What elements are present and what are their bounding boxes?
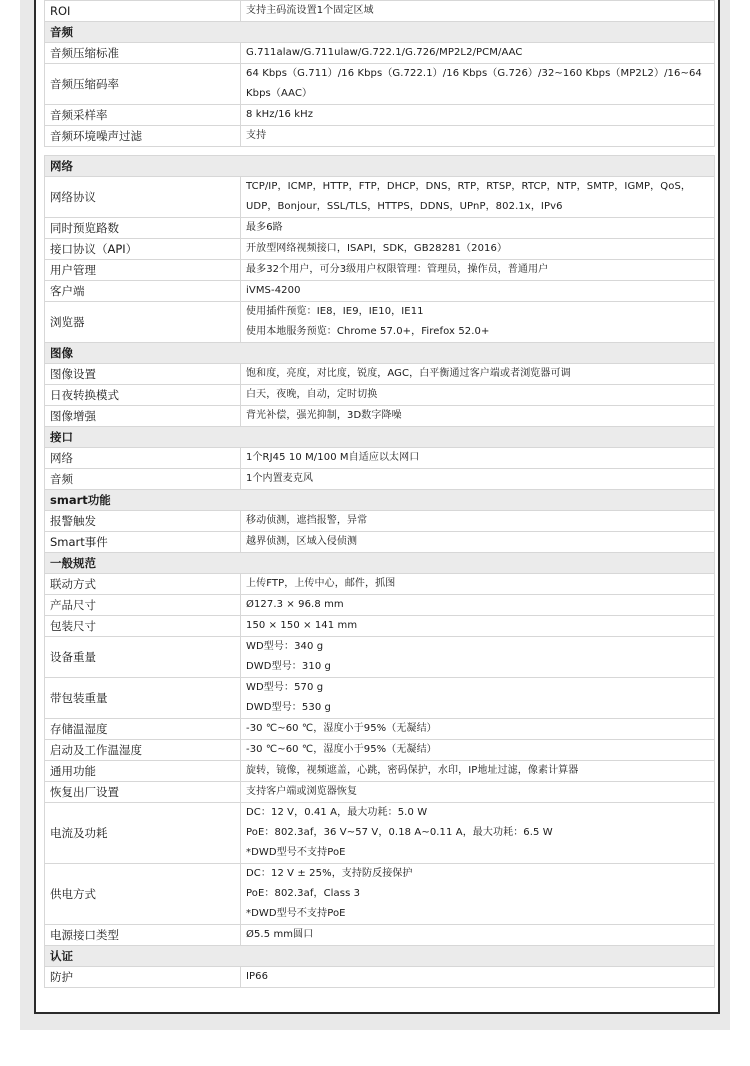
- spec-value-line: 8 kHz/16 kHz: [246, 109, 314, 120]
- spec-value-line: 使用插件预览：IE8，IE9，IE10，IE11: [246, 306, 424, 317]
- spec-label: 音频: [45, 469, 241, 490]
- section-gap: [45, 147, 715, 156]
- spec-value: [241, 364, 715, 385]
- spec-value-line: 1个内置麦克风: [246, 473, 314, 484]
- spec-value-line: *DWD型号不支持PoE: [246, 908, 346, 919]
- spec-value: [241, 281, 715, 302]
- spec-value: [241, 719, 715, 740]
- spec-label: 客户端: [45, 281, 241, 302]
- spec-label: Smart事件: [45, 532, 241, 553]
- spec-value-line: 最多6路: [246, 222, 283, 233]
- spec-row: [45, 43, 715, 64]
- spec-row: [45, 595, 715, 616]
- spec-row: [45, 532, 715, 553]
- spec-label: 电源接口类型: [45, 925, 241, 946]
- spec-value-line: 支持: [246, 130, 267, 141]
- section-title: 接口: [45, 427, 715, 448]
- spec-row: [45, 678, 715, 719]
- spec-value-line: DC：12 V，0.41 A，最大功耗：5.0 W: [246, 807, 428, 818]
- spec-label: 电流及功耗: [45, 803, 241, 864]
- spec-value: [241, 239, 715, 260]
- spec-value: [241, 864, 715, 925]
- spec-value: [241, 64, 715, 105]
- spec-value-line: 150 × 150 × 141 mm: [246, 620, 358, 631]
- spec-label: 恢复出厂设置: [45, 782, 241, 803]
- spec-label: 供电方式: [45, 864, 241, 925]
- spec-label: 包装尺寸: [45, 616, 241, 637]
- spec-row: [45, 1, 715, 22]
- spec-value: [241, 616, 715, 637]
- spec-row: [45, 126, 715, 147]
- spec-row: [45, 740, 715, 761]
- spec-row: [45, 448, 715, 469]
- spec-value-line: Ø127.3 × 96.8 mm: [246, 599, 344, 610]
- spec-value-line: UDP，Bonjour，SSL/TLS，HTTPS，DDNS，UPnP，802.1x，IPv6: [246, 201, 563, 212]
- spec-row: [45, 574, 715, 595]
- spec-label: 音频采样率: [45, 105, 241, 126]
- spec-row: [45, 511, 715, 532]
- spec-label: 音频压缩码率: [45, 64, 241, 105]
- spec-label: 音频压缩标准: [45, 43, 241, 64]
- spec-value-line: 饱和度，亮度，对比度，锐度，AGC，白平衡通过客户端或者浏览器可调: [246, 368, 571, 379]
- spec-value-line: WD型号：340 g: [246, 641, 324, 652]
- spec-label: 带包装重量: [45, 678, 241, 719]
- spec-value-line: 1个RJ45 10 M/100 M自适应以太网口: [246, 452, 420, 463]
- spec-row: [45, 302, 715, 343]
- spec-value: [241, 177, 715, 218]
- spec-label: 同时预览路数: [45, 218, 241, 239]
- spec-value: [241, 532, 715, 553]
- spec-row: [45, 967, 715, 988]
- spec-row: [45, 105, 715, 126]
- spec-row: [45, 406, 715, 427]
- section-header: [45, 22, 715, 43]
- spec-row: [45, 64, 715, 105]
- section-title: 一般规范: [45, 553, 715, 574]
- spec-value: [241, 302, 715, 343]
- spec-value: [241, 105, 715, 126]
- spec-value-line: -30 ℃~60 ℃，湿度小于95%（无凝结）: [246, 744, 437, 755]
- spec-label: 浏览器: [45, 302, 241, 343]
- page-background: [20, 0, 730, 1030]
- spec-value: [241, 406, 715, 427]
- spec-row: [45, 803, 715, 864]
- section-header: [45, 427, 715, 448]
- spec-value-line: 背光补偿，强光抑制，3D数字降噪: [246, 410, 402, 421]
- spec-value: [241, 1, 715, 22]
- spec-value-line: 最多32个用户，可分3级用户权限管理：管理员，操作员，普通用户: [246, 264, 549, 275]
- spec-value: [241, 126, 715, 147]
- spec-sheet: [34, 0, 720, 1014]
- spec-value-line: Kbps（AAC）: [246, 88, 313, 99]
- spec-value-line: 开放型网络视频接口，ISAPI，SDK，GB28281（2016）: [246, 243, 508, 254]
- spec-value: [241, 678, 715, 719]
- spec-value-line: DC：12 V ± 25%，支持防反接保护: [246, 868, 413, 879]
- spec-label: 网络: [45, 448, 241, 469]
- spec-value: [241, 469, 715, 490]
- spec-value-line: PoE：802.3af，36 V~57 V，0.18 A~0.11 A，最大功耗：6.5 W: [246, 827, 553, 838]
- spec-value: [241, 218, 715, 239]
- spec-row: [45, 761, 715, 782]
- spec-value: [241, 385, 715, 406]
- spec-label: 启动及工作温湿度: [45, 740, 241, 761]
- spec-label: 设备重量: [45, 637, 241, 678]
- spec-label: 联动方式: [45, 574, 241, 595]
- spec-value-line: 64 Kbps（G.711）/16 Kbps（G.722.1）/16 Kbps（G.726）/32~160 Kbps（MP2L2）/16~64: [246, 68, 702, 79]
- spec-value-line: PoE：802.3af，Class 3: [246, 888, 361, 899]
- spec-row: [45, 864, 715, 925]
- section-title: smart功能: [45, 490, 715, 511]
- spec-row: [45, 469, 715, 490]
- spec-value: [241, 967, 715, 988]
- spec-row: [45, 719, 715, 740]
- spec-label: 存储温湿度: [45, 719, 241, 740]
- spec-row: [45, 260, 715, 281]
- section-title: 网络: [45, 156, 715, 177]
- spec-value-line: 越界侦测，区域入侵侦测: [246, 536, 358, 547]
- spec-label: 日夜转换模式: [45, 385, 241, 406]
- spec-value-line: G.711alaw/G.711ulaw/G.722.1/G.726/MP2L2/PCM/AAC: [246, 47, 523, 58]
- spec-row: [45, 281, 715, 302]
- section-header: [45, 156, 715, 177]
- spec-row: [45, 616, 715, 637]
- spec-value-line: 旋转，镜像，视频遮盖，心跳，密码保护，水印，IP地址过滤，像素计算器: [246, 765, 579, 776]
- spec-value: [241, 925, 715, 946]
- spec-value-line: 支持主码流设置1个固定区域: [246, 5, 374, 16]
- spec-value: [241, 448, 715, 469]
- spec-value: [241, 260, 715, 281]
- spec-value-line: iVMS-4200: [246, 285, 301, 296]
- spec-value-line: -30 ℃~60 ℃，湿度小于95%（无凝结）: [246, 723, 437, 734]
- spec-label: 图像设置: [45, 364, 241, 385]
- spec-label: 报警触发: [45, 511, 241, 532]
- section-header: [45, 553, 715, 574]
- spec-value-line: TCP/IP，ICMP，HTTP，FTP，DHCP，DNS，RTP，RTSP，RTCP，NTP，SMTP，IGMP，QoS，: [246, 181, 691, 192]
- spec-row: [45, 385, 715, 406]
- spec-value-line: Ø5.5 mm圆口: [246, 929, 314, 940]
- section-header: [45, 490, 715, 511]
- spec-value: [241, 782, 715, 803]
- spec-label: 网络协议: [45, 177, 241, 218]
- spec-label: ROI: [45, 1, 241, 22]
- spec-value-line: 使用本地服务预览：Chrome 57.0+，Firefox 52.0+: [246, 326, 490, 337]
- spec-row: [45, 218, 715, 239]
- spec-value-line: 移动侦测，遮挡报警，异常: [246, 515, 368, 526]
- spec-value: [241, 595, 715, 616]
- spec-value-line: DWD型号：310 g: [246, 661, 332, 672]
- spec-value-line: 支持客户端或浏览器恢复: [246, 786, 358, 797]
- spec-value: [241, 637, 715, 678]
- spec-row: [45, 637, 715, 678]
- spec-value: [241, 511, 715, 532]
- spec-value-line: DWD型号：530 g: [246, 702, 332, 713]
- spec-label: 通用功能: [45, 761, 241, 782]
- spec-value-line: IP66: [246, 971, 269, 982]
- spec-value: [241, 803, 715, 864]
- section-title: 音频: [45, 22, 715, 43]
- spec-value-line: *DWD型号不支持PoE: [246, 847, 346, 858]
- section-header: [45, 946, 715, 967]
- spec-label: 图像增强: [45, 406, 241, 427]
- spec-row: [45, 364, 715, 385]
- spec-value: [241, 574, 715, 595]
- spec-value: [241, 740, 715, 761]
- spec-label: 音频环境噪声过滤: [45, 126, 241, 147]
- spec-label: 防护: [45, 967, 241, 988]
- spec-value-line: WD型号：570 g: [246, 682, 324, 693]
- section-title: 认证: [45, 946, 715, 967]
- section-header: [45, 343, 715, 364]
- spec-row: [45, 177, 715, 218]
- section-title: 图像: [45, 343, 715, 364]
- spec-value: [241, 761, 715, 782]
- spec-row: [45, 239, 715, 260]
- spec-row: [45, 782, 715, 803]
- spec-row: [45, 925, 715, 946]
- spec-table: [44, 0, 715, 988]
- spec-label: 接口协议（API）: [45, 239, 241, 260]
- spec-label: 产品尺寸: [45, 595, 241, 616]
- spec-value: [241, 43, 715, 64]
- spec-label: 用户管理: [45, 260, 241, 281]
- spec-value-line: 上传FTP，上传中心，邮件，抓图: [246, 578, 396, 589]
- spec-value-line: 白天，夜晚，自动，定时切换: [246, 389, 378, 400]
